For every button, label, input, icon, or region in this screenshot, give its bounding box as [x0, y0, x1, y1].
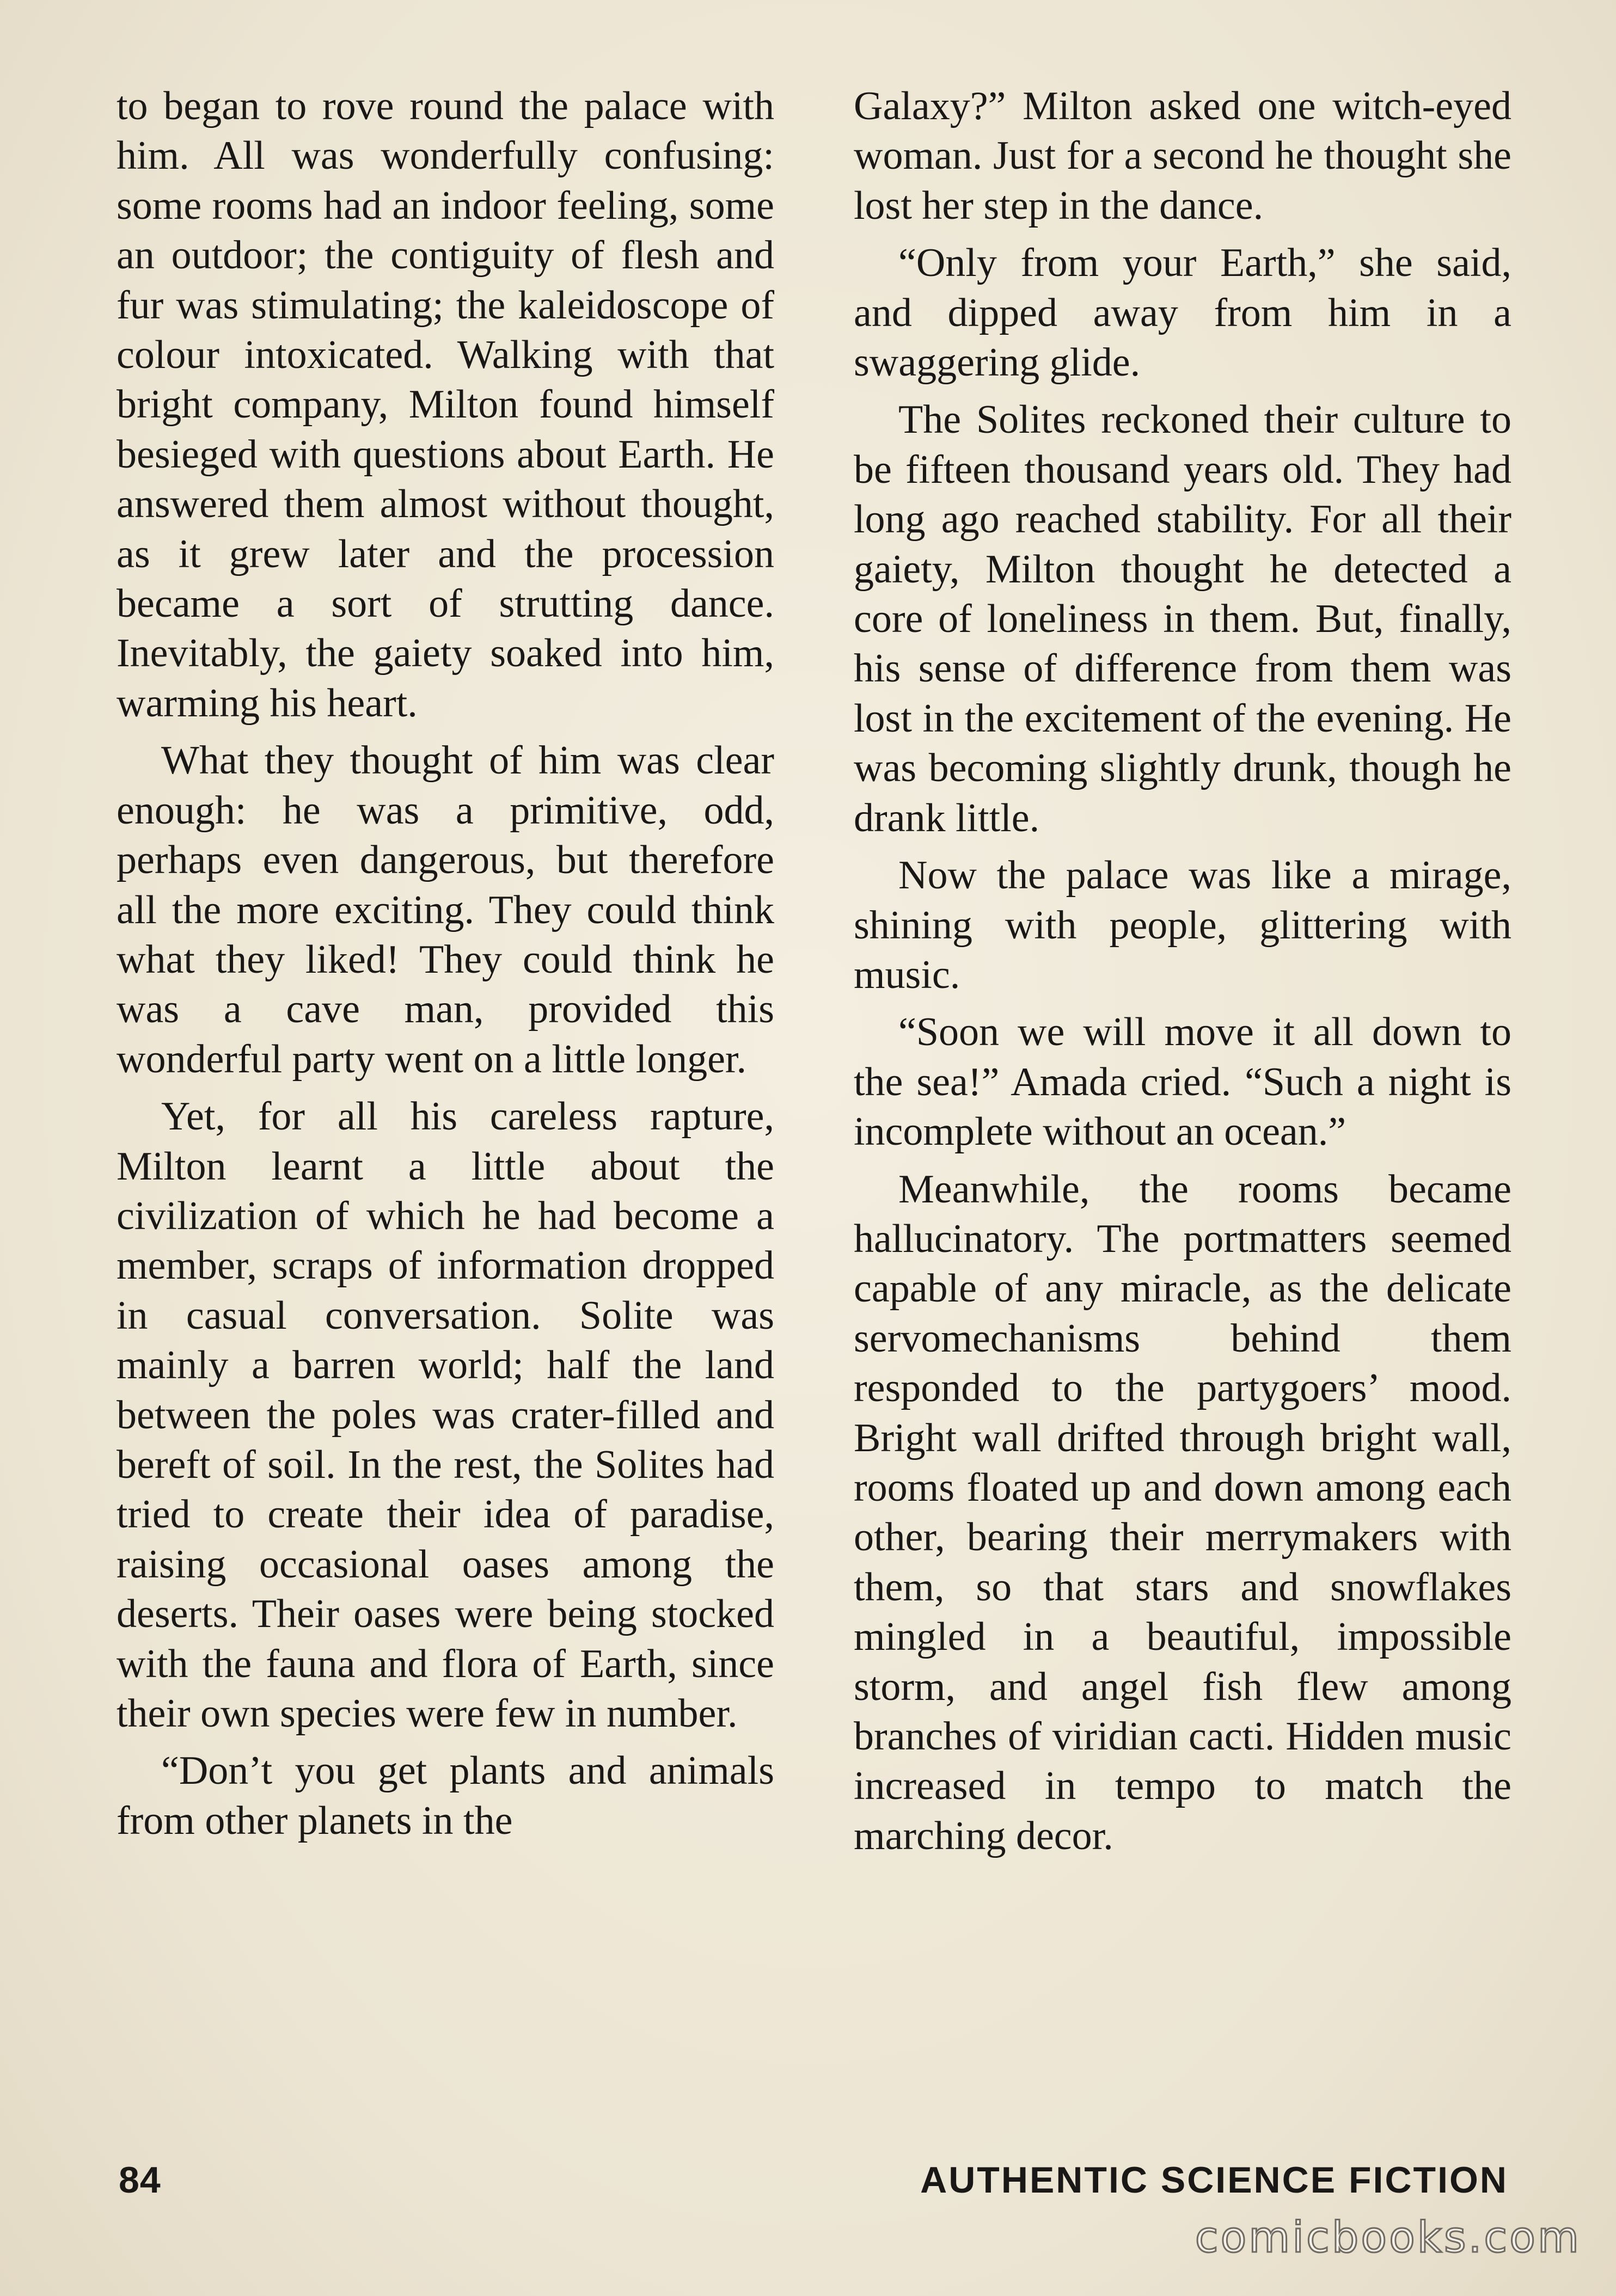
- paragraph: Meanwhile, the rooms became hallucinatory. The portmatters seemed capable of any miracle, as the delicate servomechanisms behind them responded to the partygoers’ mood. Bright wall drifted through bright wall, rooms floated up and down among each other, bearing their merrymakers with them, so that stars and snowflakes mingled in a beautiful, impossible storm, and angel fish flew among branches of viridian cacti. Hidden music increased in tempo to match the marching decor.: [854, 1167, 1511, 1858]
- paragraph: Now the palace was like a mirage, shining with people, glittering with music.: [854, 853, 1511, 997]
- left-text-column: [117, 82, 774, 1853]
- paragraph: The Solites reckoned their culture to be fifteen thousand years old. They had long ago reached stability. For all their gaiety, Milton thought he detected a core of loneliness in them. But, finally, his sense of difference from them was lost in the excitement of the evening. He was becoming slightly drunk, though he drank little.: [854, 397, 1511, 840]
- paragraph: “Don’t you get plants and animals from other planets in the: [117, 1748, 774, 1843]
- paragraph: What they thought of him was clear enough: he was a primitive, odd, perhaps even dangerous, but therefore all the more exciting. They could think what they liked! They could think he was a cave man, provided this wonderful party went on a little longer.: [117, 738, 774, 1082]
- paragraph: Galaxy?” Milton asked one witch-eyed woman. Just for a second he thought she lost her step in the dance.: [854, 84, 1511, 228]
- paragraph: Yet, for all his careless rapture, Milton learnt a little about the civilization of which he had become a member, scraps of information dropped in casual conversation. Solite was mainly a barren world; half the land between the poles was crater-filled and bereft of soil. In the rest, the Solites had tried to create their idea of paradise, raising occasional oases among the deserts. Their oases were being stocked with the fauna and flora of Earth, since their own species were few in number.: [117, 1094, 774, 1736]
- watermark: comicbooks.com: [1195, 2213, 1581, 2262]
- page-number: 84: [119, 2159, 161, 2201]
- right-text-column: [854, 82, 1511, 1869]
- paragraph: “Only from your Earth,” she said, and dipped away from him in a swaggering glide.: [854, 241, 1511, 385]
- paragraph: to began to rove round the palace with him. All was wonderfully confusing: some rooms had an indoor feeling, some an outdoor; the contiguity of flesh and fur was stimulating; the kaleidoscope of colour intoxicated. Walking with that bright company, Milton found himself besieged with questions about Earth. He answered them almost without thought, as it grew later and the procession became a sort of strutting dance. Inevitably, the gaiety soaked into him, warming his heart.: [117, 84, 774, 726]
- running-footer-title: AUTHENTIC SCIENCE FICTION: [920, 2159, 1508, 2201]
- paragraph: “Soon we will move it all down to the sea!” Amada cried. “Such a night is incomplete without an ocean.”: [854, 1010, 1511, 1155]
